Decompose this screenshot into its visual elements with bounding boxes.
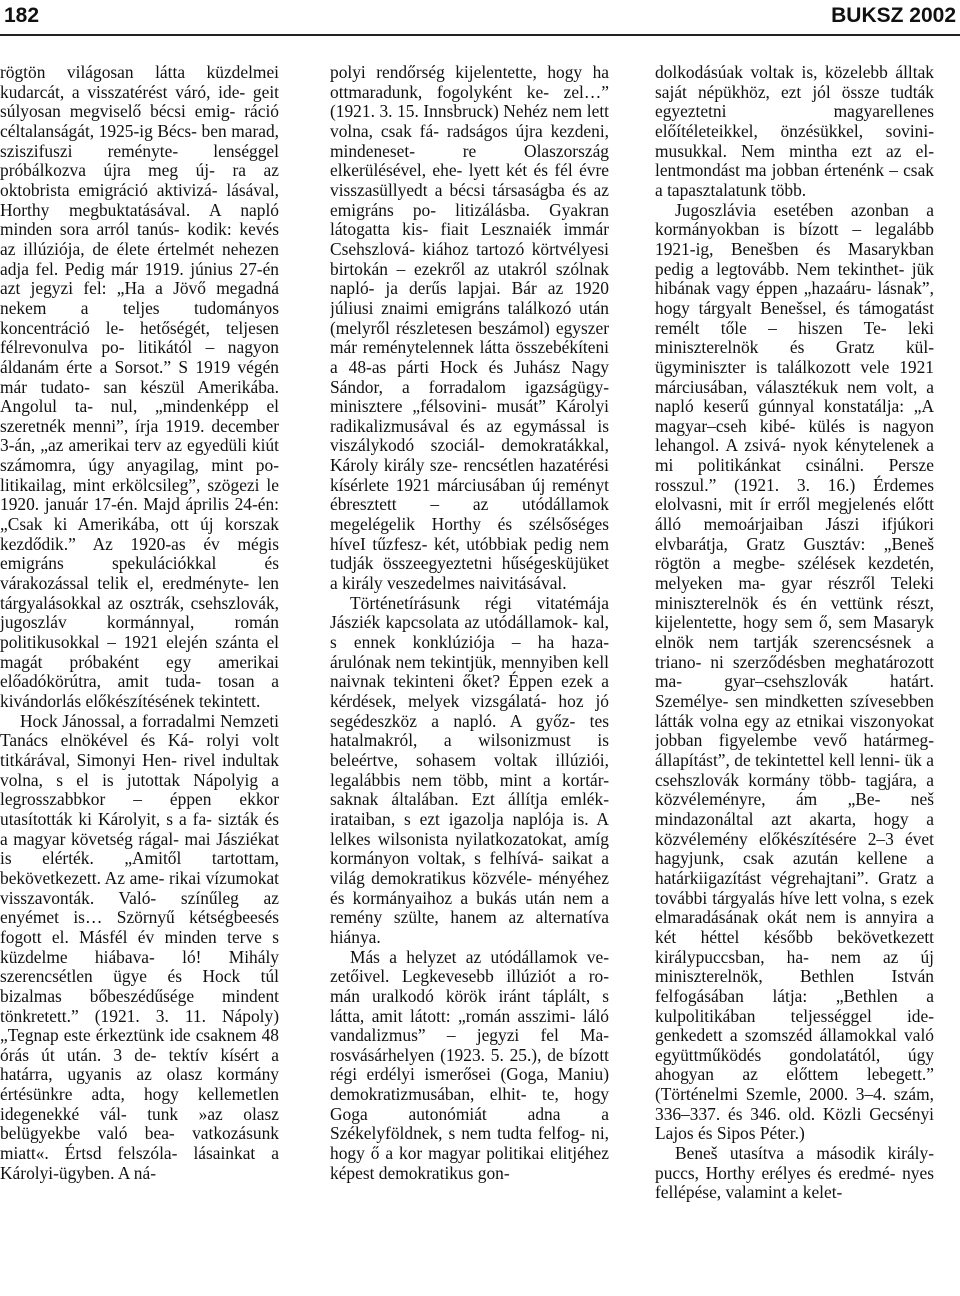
paragraph: Hock Jánossal, a forradalmi Nemzeti Tanács elnökével és Ká- rolyi volt titkárával, Simonyi Hen- rivel indultak volna, s el is jutottak Nápolyig a legrosszabbkor – éppen ekkor utasították ki Károlyit, s a fa- sizták és a magyar követség rágal- mai Jásziékat is elérték. „Amitől tartottam, bekövetkezett. Az ame- rikai vízumokat visszavonták. Való- színűleg az enyémet is… Szörnyű kétségbeesés fogott el. Másfél év minden terve s küzdelme hiábava- ló! Mihály szerencsétlen ügye és Hock túl bizalmas bőbeszédűsége mindent tönkretett.” (1921. 3. 11. Nápoly) „Tegnap este érkeztünk ide csaknem 48 órás út után. 3 de- tektív kísért a határra, ugyanis az olasz kormány értésünkre adta, hogy kellemetlen idegenekké vál- tunk »az olasz belügyekbe való bea- vatkozásunk miatt«. Értsd felszóla- lásainkat a Károlyi-ügyben. A ná- bbox=[0, 710, 279, 1183]
text-column-2 bbox=[330, 63, 609, 1293]
paragraph: rögtön világosan látta küzdelmei kudarcát, a visszatérést váró, ide- geit súlyosan megviselő bécsi emig- ráció céltalanságát, 1925-ig Bécs- ben marad, sziszifuszi reményte- lenséggel próbálkozva újra meg új- ra az oktobrista emigráció aktivizá- lásával, Horthy megbuktatásával. A napló minden sora arról tanús- kodik: kevés az illúziója, de élete értelmét nehezen adja fel. Pedig már 1919. június 27-én azt jegyzi fel: „Ha a Jövő megadná nekem a teljes tudományos koncentráció le- hetőségét, teljesen félrevonulva po- litikától – nagyon áldanám érte a Sorsot.” S 1919 végén már tudato- san készül Amerikába. Angolul ta- nul, „mindenképp el szeretnék menni”, írja 1919. december 3-án, „az amerikai terv az egyedüli kiút számomra, úgy anyagilag, mint po- litikailag, mint erkölcsileg”, szögezi le 1920. január 17-én. Majd április 24-én: „Csak ki Amerikába, ott új korszak kezdődik.” Az 1920-as év mégis emigráns spekulációkkal és várakozással telik el, eredményte- len tárgyalásokkal az osztrák, csehszlovák, jugoszláv kormánnyal, román politikusokkal – 1921 elején szánta el magát próbaként egy amerikai előadókörútra, amit tuda- tosan a kivándorlás előkészítésének tekintett. bbox=[0, 63, 279, 711]
paragraph: Beneš utasítva a második király- puccs, Horthy erélyes és eredmé- nyes fellépése, valamint a kelet- bbox=[655, 1143, 934, 1203]
paragraph: polyi rendőrség kijelentette, hogy ha ottmaradunk, fogolyként ke- zel…” (1921. 3. 15. Innsbruck) Nehéz nem lett volna, csak fá- radságos újra kezdeni, mindeneset- re Olaszország elkerülésével, ehe- lyett két és fél évre visszasüllyedt a bécsi társaságba és az emigráns po- litizálásba. Gyakran látogatta kis- fiait Lesznaiék immár Csehszlová- kiához tartozó körtvélyesi birtokán – ezekről az utakról szólnak napló- ja derűs lapjai. Bár az 1920 júliusi znaimi emigráns találkozó után (melyről részletesen beszámol) egyszer már reménytelennek látta összebékíteni a 48-as párti Hock és Juhász Nagy Sándor, a forradalom igazságügy-minisztere „félsovini- musát” Károlyi radikalizmusával és az egymással is viszálykodó szociál- demokratákkal, Károly király sze- rencsétlen hazatérési kísérlete 1921 márciusában új reményt ébresztett – az utódállamok megelégelik Horthy és szélsőséges híveI tűzfesz- két, utóbbiak pedig nem tudják összeegyeztetni hűségesküjüket a király veszedelmes naivitásával. bbox=[330, 63, 609, 594]
paragraph: Jugoszlávia esetében azonban a kormányokban is bízott – legalább 1921-ig, Benešben és Masarykban pedig a legtovább. Nem tekinthet- jük hibának vagy éppen „hazaáru- lásnak”, hogy tárgyalt Benešsel, és támogatást remélt tőle – hiszen Te- leki miniszterelnök és Gratz kül- ügyminiszter is találkozott vele 1921 márciusában, választékuk nem volt, a napló keserű gúnnyal konstatálja: „A magyar–cseh kibé- külés is nagyon lehangol. A zsivá- nyok kénytelenek a mi politikánkat csinálni. Persze rosszul.” (1921. 3. 16.) Érdemes elolvasni, mit ír erről megjelenés előtt álló memoárjaiban Jászi ifjúkori elvbarátja, Gratz Gusztáv: „Beneš rögtön a megbe- szélések kezdetén, melyeken ma- gyar részről Teleki miniszterelnök és én vettünk részt, kijelentette, hogy sem ő, sem Masaryk elnök nem tartják szerencsésnek a triano- ni szerződésben meghatározott ma- gyar–csehszlovák határt. Személye- sen mindketten szívesebben látták volna egy az etnikai viszonyokat jobban figyelembe vevő határmeg- állapítást”, de tekintettel kell lenni- ük a csehszlovák kormány több- tagjára, a közvéleményre, ám „Be- neš mindazonáltal azt akarta, hogy a közvélemény előkészítésére 2–3 évet hagyjunk, csak azután kellene a határkiigazítást végrehajtani”. Gratz a további tárgyalás híve lett volna, s ezek elmaradásának okát nem is annyira a két héttel később bekövetkezett királypuccsban, ha- nem az új miniszterelnök, Bethlen István felfogásában látja: „Bethlen a kulpolitikában teljességgel ide- genkedett a szomszéd államokkal való együttműködés gondolatától, úgy ahogyan az előttem lebegett.” (Történelmi Szemle, 2000. 3–4. szám, 336–337. és 346. old. Közli Gecsényi Lajos és Sipos Péter.) bbox=[655, 199, 934, 1144]
text-column-1 bbox=[0, 63, 279, 1293]
page-header bbox=[0, 0, 960, 32]
page-number: 182 bbox=[4, 4, 40, 27]
paragraph: dolkodásúak voltak is, közelebb álltak saját népükhöz, ezt jól össze tudták egyeztetni magyarellenes előítéleteikkel, önzésükkel, sovini- musukkal. Nem mintha ezt az el- lentmondást ma jobban értenénk – csak a tapasztalatunk több. bbox=[655, 63, 934, 200]
text-column-3 bbox=[655, 63, 934, 1293]
journal-title: BUKSZ 2002 bbox=[831, 4, 956, 27]
paragraph: Történetírásunk régi vitatémája Jásziék kapcsolata az utódállamok- kal, s ennek konklúziója – ha haza- árulónak nem tekintjük, mennyiben kell naivnak tekinteni őket? Éppen ezek a kérdések, melyek vizsgálatá- hoz jó segédeszköz a napló. A győz- tes hatalmakról, a wilsonizmust is beleértve, sohasem voltak illúziói, legalábbis nem több, mint a kortár- saknak általában. Ezt állítja emlék- irataiban, s ezt igazolja naplója is. A lelkes wilsonista nyilatkozatokat, amíg kormányon voltak, s felhívá- saikat a világ demokratikus közvéle- ményéhez és kormányaihoz a bukás után nem a remény szülte, hanem az alternatíva hiánya. bbox=[330, 592, 609, 947]
header-divider bbox=[0, 34, 960, 36]
paragraph: Más a helyzet az utódállamok ve- zetőivel. Legkevesebb illúziót a ro- mán uralkodó körök iránt táplált, s látta, amit látott: „román asszimi- láló vandalizmus” – jegyzi fel Ma- rosvásárhelyen (1923. 5. 25.), de bízott régi erdélyi ismerősei (Goga, Maniu) demokratizmusában, elhit- te, hogy Goga autonómiát adna a Székelyföldnek, s nem tudta felfog- ni, hogy ő a kor magyar politikai elitjéhez képest demokratikus gon- bbox=[330, 946, 609, 1183]
